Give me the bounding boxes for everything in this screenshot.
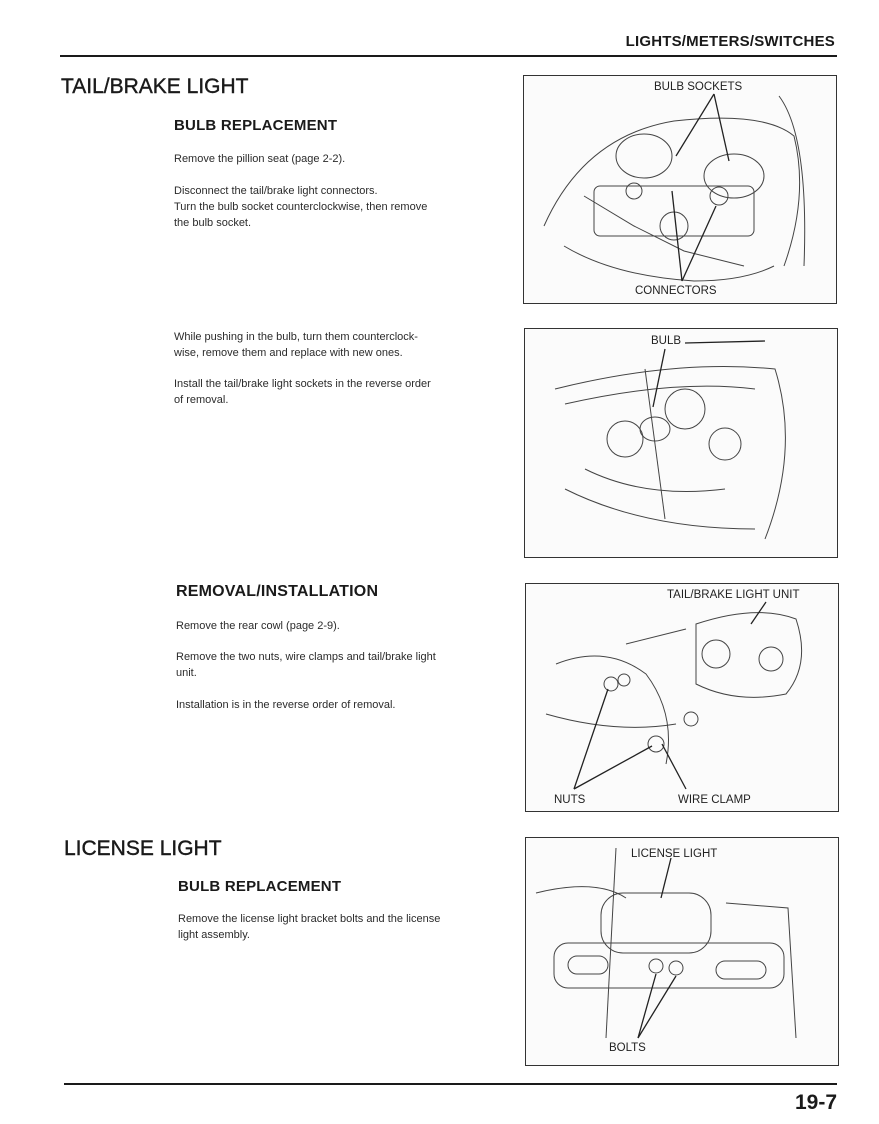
bulb-illustration	[525, 329, 837, 557]
bulb-sockets-illustration	[524, 76, 836, 303]
tail-bulb-step-3a: While pushing in the bulb, turn them counterclock-	[174, 331, 418, 343]
figure-bulb-sockets	[523, 75, 837, 304]
license-step-1a: Remove the license light bracket bolts and the license	[178, 913, 441, 925]
label-wire-clamp: WIRE CLAMP	[678, 794, 751, 806]
page-number: 19-7	[794, 1091, 837, 1114]
label-bolts: BOLTS	[609, 1042, 646, 1054]
section-header: LIGHTS/METERS/SWITCHES	[625, 33, 835, 50]
tail-bulb-step-4b: of removal.	[174, 394, 229, 406]
tail-bulb-step-2c: the bulb socket.	[174, 217, 252, 229]
removal-installation-heading: REMOVAL/INSTALLATION	[176, 583, 379, 600]
footer-rule	[64, 1083, 837, 1085]
tail-brake-light-title: TAIL/BRAKE LIGHT	[61, 75, 249, 98]
figure-tail-brake-light-unit	[525, 583, 839, 812]
license-light-illustration	[526, 838, 838, 1065]
bulb-replacement-heading: BULB REPLACEMENT	[174, 117, 338, 134]
figure-bulb	[524, 328, 838, 558]
license-step-1b: light assembly.	[178, 929, 250, 941]
license-bulb-replacement-heading: BULB REPLACEMENT	[178, 878, 342, 895]
tail-bulb-step-1: Remove the pillion seat (page 2-2).	[174, 153, 346, 165]
label-bulb-sockets: BULB SOCKETS	[654, 81, 743, 93]
removal-step-2b: unit.	[176, 667, 197, 679]
removal-step-2a: Remove the two nuts, wire clamps and tail/brake light	[176, 651, 436, 663]
tail-bulb-step-2a: Disconnect the tail/brake light connectors.	[174, 185, 378, 197]
license-light-title: LICENSE LIGHT	[64, 837, 222, 860]
tail-bulb-step-3b: wise, remove them and replace with new ones.	[174, 347, 403, 359]
header-rule	[60, 55, 837, 57]
label-tail-brake-light-unit: TAIL/BRAKE LIGHT UNIT	[667, 589, 800, 601]
tail-bulb-step-2b: Turn the bulb socket counterclockwise, then remove	[174, 201, 428, 213]
label-nuts: NUTS	[554, 794, 586, 806]
label-bulb: BULB	[651, 335, 682, 347]
tail-brake-light-unit-illustration	[526, 584, 838, 811]
figure-license-light	[525, 837, 839, 1066]
label-connectors: CONNECTORS	[635, 285, 717, 297]
tail-bulb-step-4a: Install the tail/brake light sockets in the reverse order	[174, 378, 431, 390]
removal-step-3: Installation is in the reverse order of removal.	[176, 699, 396, 711]
label-license-light: LICENSE LIGHT	[631, 848, 718, 860]
removal-step-1: Remove the rear cowl (page 2-9).	[176, 620, 340, 632]
